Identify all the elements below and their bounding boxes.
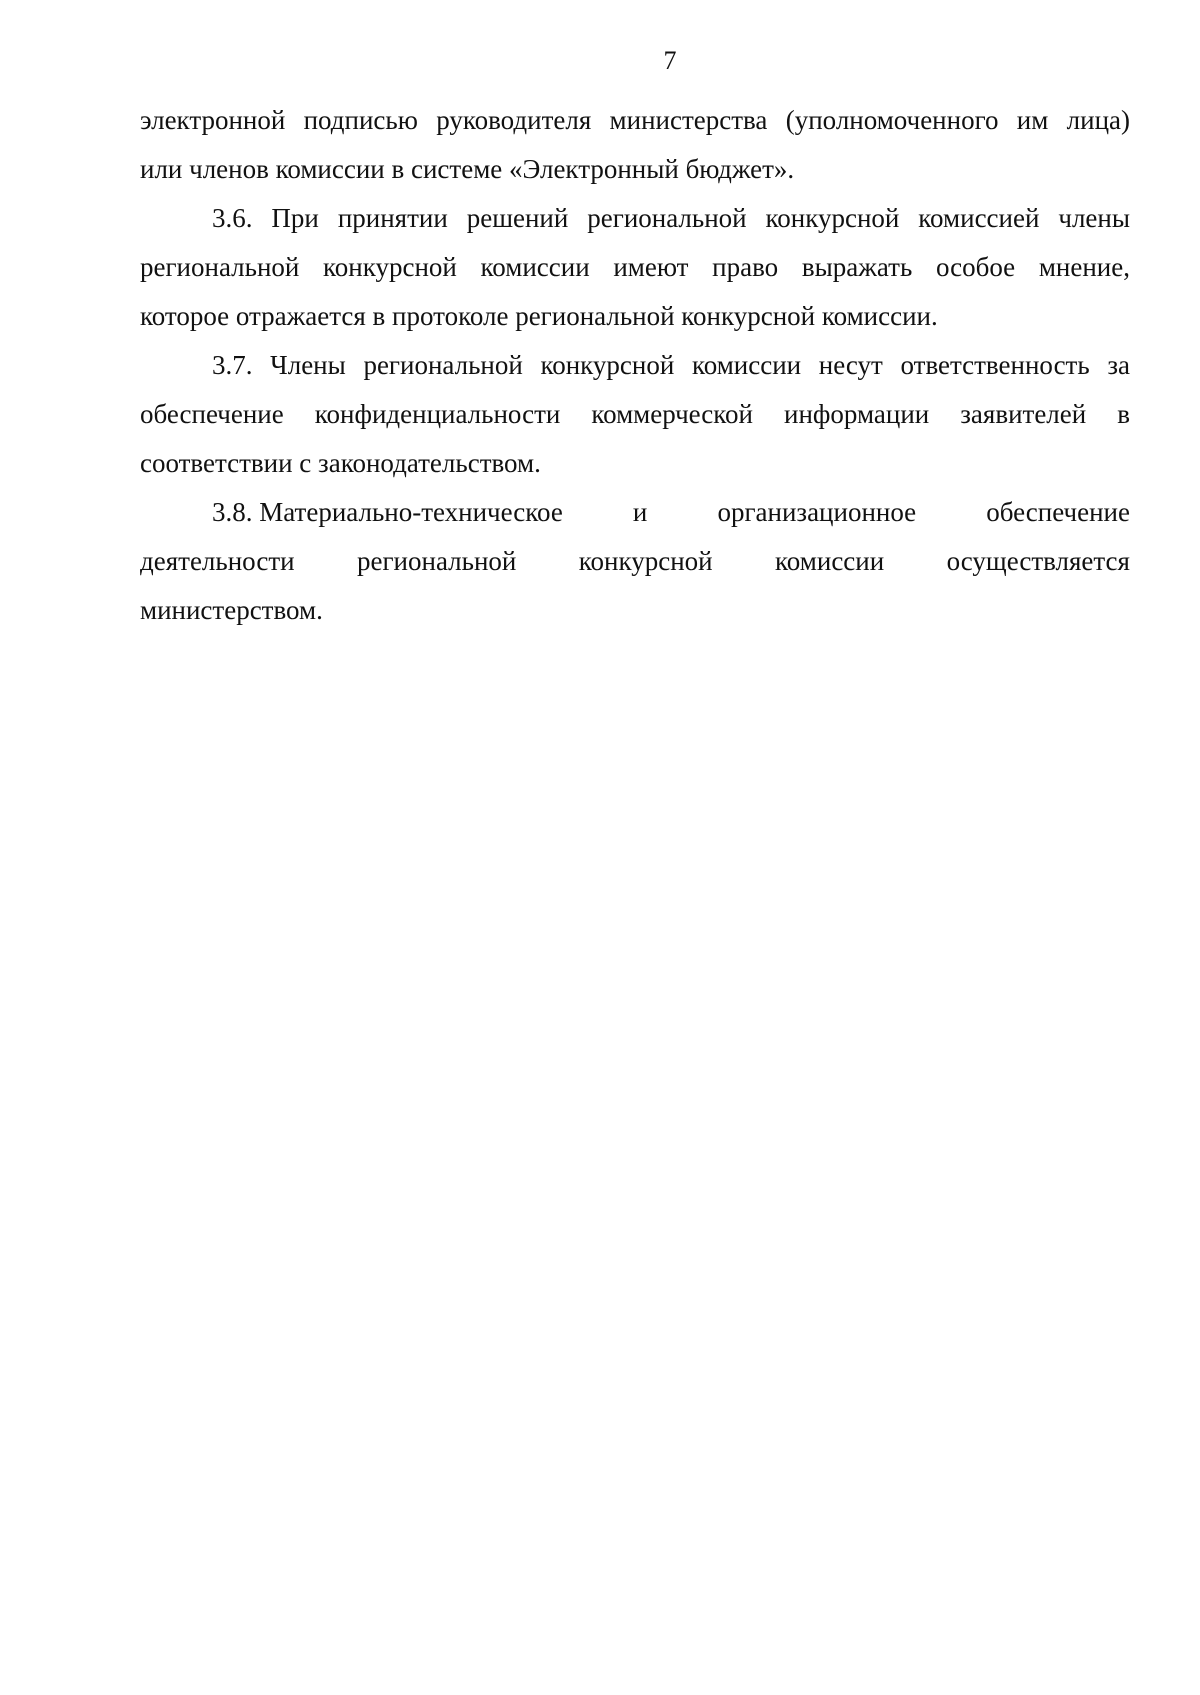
text-line — [140, 537, 1130, 586]
text-line: или членов комиссии в системе «Электронный бюджет». — [140, 154, 795, 184]
word: обеспечение — [986, 497, 1130, 527]
word: конкурсной — [578, 546, 713, 576]
word: организационное — [717, 497, 917, 527]
paragraph-3-7 — [140, 341, 1130, 488]
text-line: соответствии с законодательством. — [140, 448, 541, 478]
word: комиссии — [775, 546, 885, 576]
text-line: министерством. — [140, 595, 323, 625]
paragraph-continuation — [140, 96, 1130, 194]
word: 3.8. Материально-техническое — [212, 497, 563, 527]
word: деятельности — [140, 546, 295, 576]
word: региональной — [357, 546, 517, 576]
text-line: 3.7. Члены региональной конкурсной комиссии несут ответственность за — [212, 350, 1130, 380]
word: и — [632, 497, 648, 527]
paragraph-3-8 — [140, 488, 1130, 635]
text-line — [140, 488, 1130, 537]
text-line: обеспечение конфиденциальности коммерческой информации заявителей в — [140, 399, 1130, 429]
text-line: электронной подписью руководителя министерства (уполномоченного им лица) — [140, 105, 1130, 135]
paragraph-3-6 — [140, 194, 1130, 341]
document-body — [140, 96, 1130, 635]
word: осуществляется — [946, 546, 1130, 576]
text-line: региональной конкурсной комиссии имеют право выражать особое мнение, — [140, 252, 1130, 282]
text-line: 3.6. При принятии решений региональной конкурсной комиссией члены — [212, 203, 1130, 233]
text-line: которое отражается в протоколе региональной конкурсной комиссии. — [140, 301, 938, 331]
page-number: 7 — [663, 46, 677, 75]
